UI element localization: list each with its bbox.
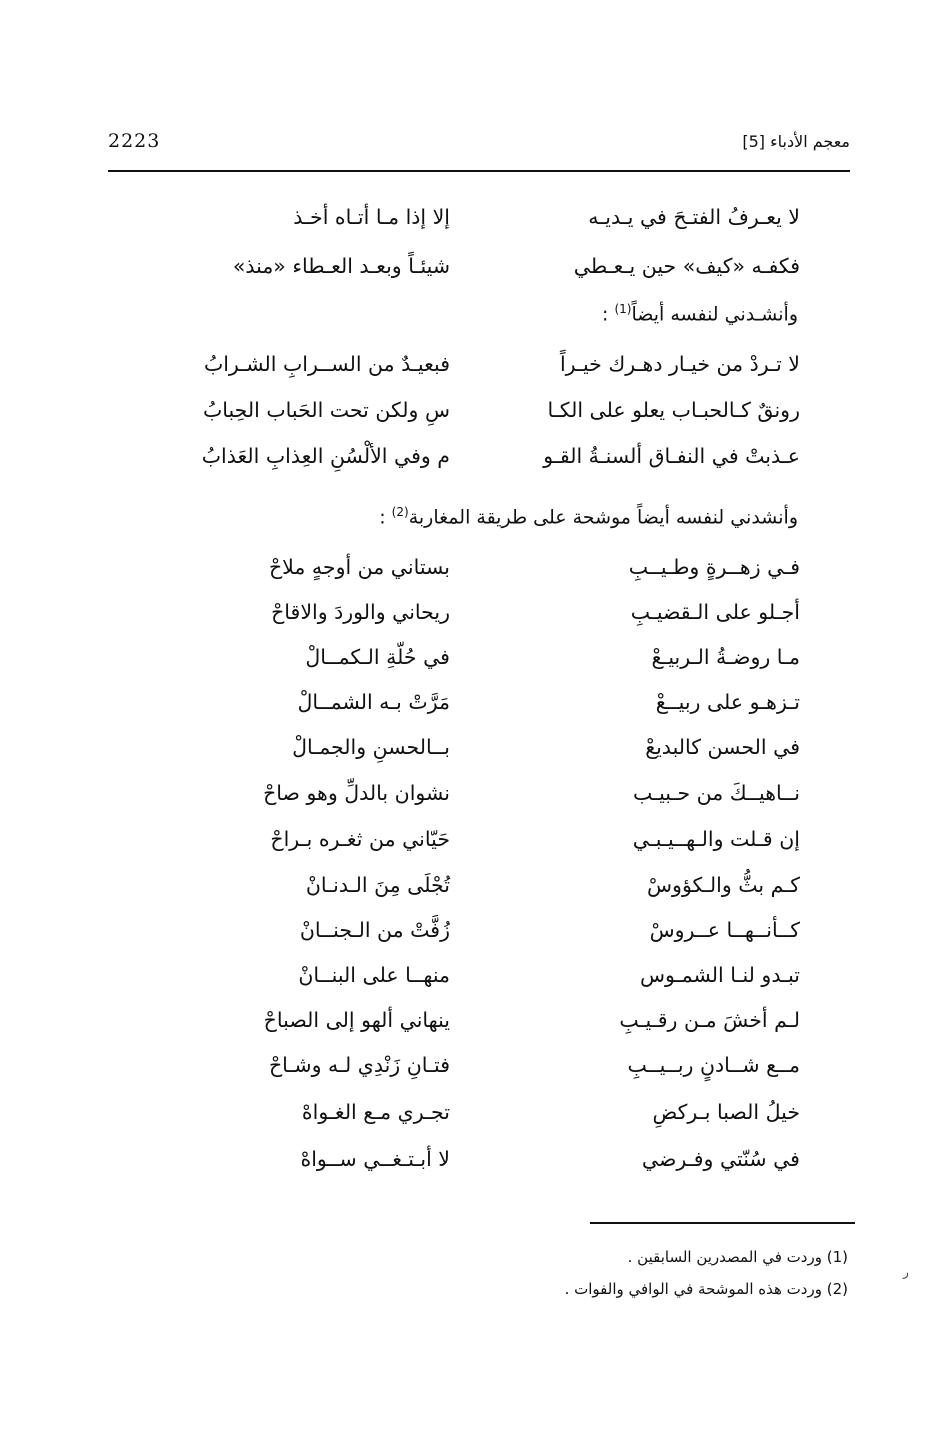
- verse-first-hemistich: رونقٌ كـالحبـاب يعلو على الكـا: [547, 398, 800, 422]
- verse-line: [160, 645, 800, 689]
- verse-second-hemistich: نشوان بالدلِّ وهو صاحْ: [263, 781, 450, 805]
- header-rule: [108, 170, 850, 172]
- verse-first-hemistich: تـزهـو على ربيــعْ: [655, 690, 800, 714]
- verse-second-hemistich: لا أبـتـغــي ســواهْ: [300, 1147, 450, 1171]
- verse-line: [160, 1053, 800, 1097]
- verse-second-hemistich: فبعيـدٌ من الســرابِ الشـرابُ: [203, 352, 450, 376]
- verse-second-hemistich: ريحاني والوردَ والاقاحْ: [271, 600, 450, 624]
- verse-line: [160, 690, 800, 734]
- verse-second-hemistich: شيئـاً وبعـد العـطاء «منذ»: [232, 254, 450, 278]
- footnote-1: (1) وردت في المصدرين السابقين .: [627, 1248, 848, 1266]
- verse-second-hemistich: تُجْلَى مِنَ الـدنـانْ: [305, 873, 450, 897]
- verse-first-hemistich: لا تـردْ من خيـار دهـرك خيـراً: [559, 352, 800, 376]
- verse-second-hemistich: فتـانِ زَنْدِي لـه وشـاحْ: [268, 1053, 450, 1077]
- verse-first-hemistich: كـم بثُّ والـكؤوسْ: [647, 873, 800, 897]
- verse-second-hemistich: مَرَّتْ بـه الشمــالْ: [297, 690, 450, 714]
- running-title: معجم الأدباء [5]: [742, 132, 850, 151]
- verse-line: [160, 1147, 800, 1191]
- verse-second-hemistich: تجـري مـع الغـواهْ: [301, 1100, 450, 1124]
- verse-line: [160, 1100, 800, 1144]
- verse-second-hemistich: بــالحسنِ والجمـالْ: [292, 735, 450, 759]
- verse-line: [160, 398, 800, 442]
- verse-second-hemistich: بستاني من أوجهٍ ملاحْ: [268, 555, 450, 579]
- verse-first-hemistich: في الحسن كالبديعْ: [645, 735, 800, 759]
- verse-line: [160, 555, 800, 599]
- verse-first-hemistich: نــاهيــكَ من حـبيـب: [632, 781, 800, 805]
- verse-line: [160, 352, 800, 396]
- verse-second-hemistich: زُفَّتْ من الـجنــانْ: [299, 918, 450, 942]
- verse-second-hemistich: حَيّاني من ثغـره بـراحْ: [270, 827, 450, 851]
- verse-line: [160, 781, 800, 825]
- verse-line: [160, 735, 800, 779]
- intro-tail: :: [601, 303, 615, 326]
- verse-line: [160, 918, 800, 962]
- verse-first-hemistich: لـم أخشَ مـن رقـيـبِ: [619, 1008, 800, 1032]
- verse-line: [160, 600, 800, 644]
- intro-tail: :: [379, 506, 392, 529]
- verse-first-hemistich: عـذبتْ في النفـاق ألسنـةُ القـو: [543, 444, 800, 468]
- verse-second-hemistich: م وفي الألْسُنِ العِذابِ العَذابُ: [201, 444, 450, 468]
- verse-second-hemistich: إلا إذا مـا أتـاه أخـذ: [293, 205, 450, 229]
- verse-first-hemistich: كــأنــهــا عــروسْ: [649, 918, 800, 942]
- verse-second-hemistich: في حُلّةِ الـكمــالْ: [305, 645, 450, 669]
- intro-text: وأنشـدني لنفسه أيضاً: [631, 303, 798, 326]
- verse-first-hemistich: في سُنّتي وفـرضي: [641, 1147, 800, 1171]
- verse-line: [160, 873, 800, 917]
- verse-first-hemistich: خيلُ الصبا بـركضِ: [652, 1100, 800, 1124]
- footnote-rule: [590, 1222, 855, 1224]
- verse-line: [160, 827, 800, 871]
- verse-first-hemistich: تبـدو لنـا الشمـوس: [640, 963, 800, 987]
- verse-line: [160, 254, 800, 298]
- verse-first-hemistich: أجـلو على الـقضيـبِ: [630, 600, 800, 624]
- page-number: 2223: [108, 130, 161, 152]
- intro-line: [118, 302, 798, 325]
- footnote-mark: (1): [614, 302, 632, 316]
- verse-first-hemistich: لا يعـرفُ الفتـحَ في يـديـه: [588, 205, 800, 229]
- intro-text: وأنشدني لنفسه أيضاً موشحة على طريقة المغاربة: [408, 506, 798, 529]
- verse-line: [160, 444, 800, 488]
- footnote-mark: (2): [391, 505, 409, 519]
- verse-second-hemistich: سِ ولكن تحت الحَباب الحِبابُ: [202, 398, 450, 422]
- footnote-2: (2) وردت هذه الموشحة في الوافي والفوات .: [564, 1280, 848, 1298]
- verse-line: [160, 963, 800, 1007]
- verse-first-hemistich: مـا روضـةُ الـربيـعْ: [651, 645, 800, 669]
- verse-second-hemistich: ينهاني ألهو إلى الصباحْ: [263, 1008, 450, 1032]
- verse-first-hemistich: فكفـه «كيف» حين يـعـطي: [573, 254, 800, 278]
- verse-first-hemistich: مــع شــادنٍ ربــيــبِ: [627, 1053, 800, 1077]
- verse-first-hemistich: إن قـلت والـهــيـبـي: [632, 827, 800, 851]
- verse-line: [160, 1008, 800, 1052]
- verse-second-hemistich: منهــا على البنــانْ: [298, 963, 450, 987]
- intro-line: [118, 505, 798, 528]
- verse-first-hemistich: فـي زهــرةٍ وطـيــبِ: [628, 555, 800, 579]
- margin-mark: ر: [903, 1265, 909, 1279]
- page-header: [108, 130, 850, 164]
- verse-line: [160, 205, 800, 249]
